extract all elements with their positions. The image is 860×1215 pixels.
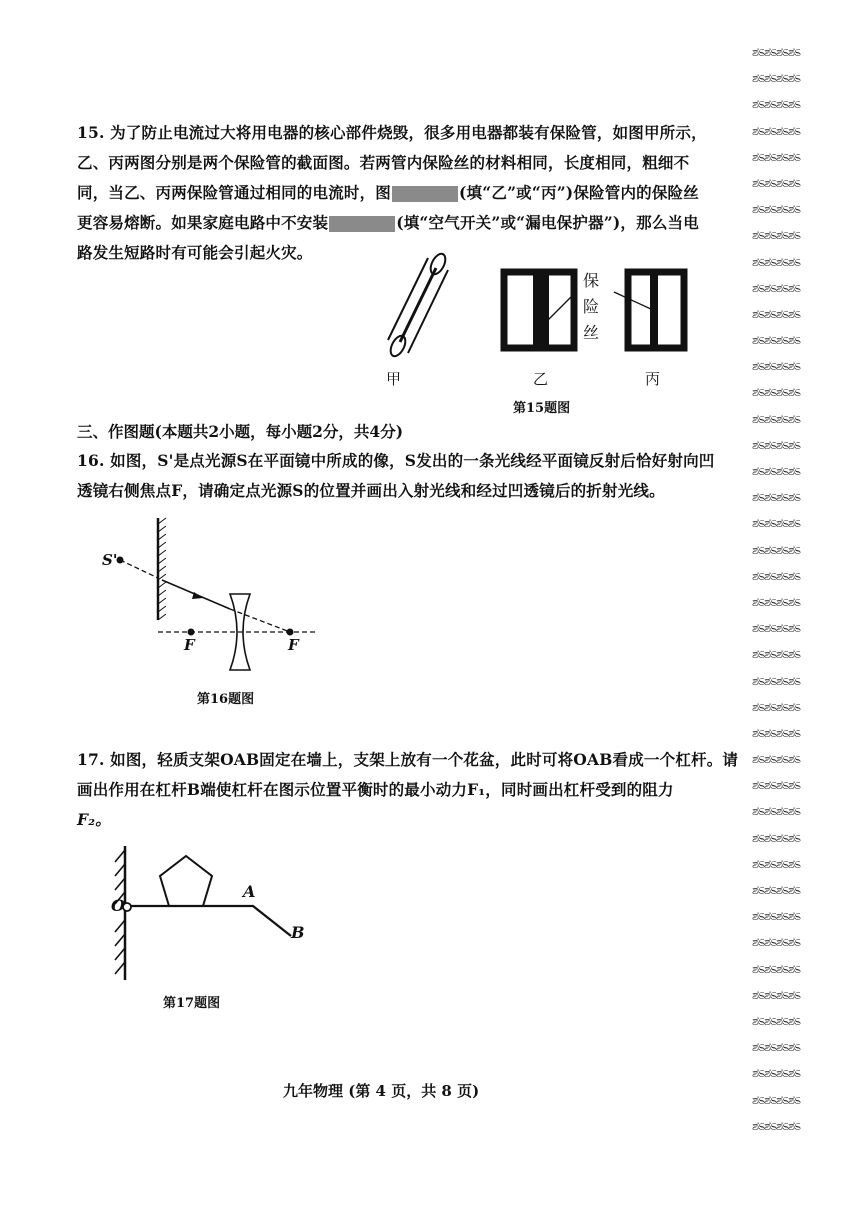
border-pattern-row: ಶಽಶಽಶಽಶಽ <box>752 1118 800 1134</box>
border-pattern-row: ಶಽಶಽಶಽಶಽ <box>752 149 800 165</box>
figure-16 <box>100 510 340 680</box>
border-pattern-row: ಶಽಶಽಶಽಶಽ <box>752 621 800 637</box>
fuse-wire-label-3: 丝 <box>583 323 600 342</box>
border-pattern-row: ಶಽಶಽಶಽಶಽ <box>752 280 800 296</box>
q15-line-3-b: (填“乙”或“丙”)保险管内的保险丝 <box>459 183 699 202</box>
border-pattern-row: ಶಽಶಽಶಽಶಽ <box>752 935 800 951</box>
lever-oab <box>131 906 291 936</box>
focal-point-left <box>188 629 195 636</box>
border-pattern-row: ಶಽಶಽಶಽಶಽ <box>752 1040 800 1056</box>
border-pattern-row: ಶಽಶಽಶಽಶಽ <box>752 542 800 558</box>
caption-fig16: 第16题图 <box>197 692 255 707</box>
border-pattern-row: ಶಽಶಽಶಽಶಽ <box>752 202 800 218</box>
plane-mirror <box>158 518 166 620</box>
q15-line-4 <box>77 208 699 238</box>
q15-line-3 <box>77 178 699 208</box>
fuse-wire-label-1: 保 <box>583 271 600 290</box>
q15-line-5: 路发生短路时有可能会引起火灾。 <box>77 243 313 262</box>
q15-line-4-a: 更容易熔断。如果家庭电路中不安装 <box>77 213 329 232</box>
border-pattern-row: ಶಽಶಽಶಽಶಽ <box>752 804 800 820</box>
border-pattern-row: ಶಽಶಽಶಽಶಽ <box>752 411 800 427</box>
border-pattern-row: ಶಽಶಽಶಽಶಽ <box>752 594 800 610</box>
border-pattern-row: ಶಽಶಽಶಽಶಽ <box>752 568 800 584</box>
q15-line-3-a: 同，当乙、丙两保险管通过相同的电流时，图 <box>77 183 392 202</box>
figure-17 <box>105 840 325 990</box>
border-pattern-row: ಶಽಶಽಶಽಶಽ <box>752 123 800 139</box>
caption-fig17: 第17题图 <box>163 996 221 1011</box>
q17-line-3: F₂。 <box>77 810 111 829</box>
q17-line-1: 17. 如图，轻质支架OAB固定在墙上，支架上放有一个花盆，此时可将OAB看成一个杠杆。请 <box>77 750 739 769</box>
border-pattern-row: ಶಽಶಽಶಽಶಽ <box>752 909 800 925</box>
border-pattern-row: ಶಽಶಽಶಽಶಽ <box>752 254 800 270</box>
focal-point-right <box>287 629 294 636</box>
caption-fig15: 第15题图 <box>513 401 571 416</box>
label-o: O <box>111 896 125 915</box>
border-pattern-row: ಶಽಶಽಶಽಶಽ <box>752 228 800 244</box>
pointer-line-bing <box>614 292 653 310</box>
label-s-prime: S' <box>102 551 118 569</box>
border-pattern-row: ಶಽಶಽಶಽಶಽ <box>752 778 800 794</box>
q15-line-1: 15. 为了防止电流过大将用电器的核心部件烧毁，很多用电器都装有保险管，如图甲所示， <box>77 123 707 142</box>
border-pattern-row: ಶಽಶಽಶಽಶಽ <box>752 333 800 349</box>
answer-blank-2[interactable] <box>329 216 395 232</box>
border-pattern-row: ಶಽಶಽಶಽಶಽ <box>752 883 800 898</box>
label-yi: 乙 <box>533 370 549 388</box>
label-b: B <box>291 923 305 942</box>
label-f-right: F <box>288 636 299 654</box>
cross-section-yi <box>504 272 574 348</box>
border-pattern-row: ಶಽಶಽಶಽಶಽ <box>752 490 800 506</box>
q17-line-2: 画出作用在杠杆B端使杠杆在图示位置平衡时的最小动力F₁，同时画出杠杆受到的阻力 <box>77 780 674 799</box>
border-pattern-row: ಶಽಶಽಶಽಶಽ <box>752 752 800 768</box>
border-pattern-row: ಶಽಶಽಶಽಶಽ <box>752 673 800 689</box>
q15-line-2: 乙、丙两图分别是两个保险管的截面图。若两管内保险丝的材料相同，长度相同，粗细不 <box>77 153 690 172</box>
border-pattern-row: ಶಽಶಽಶಽಶಽ <box>752 306 800 322</box>
border-pattern-row: ಶಽಶಽಶಽಶಽ <box>752 175 800 191</box>
border-pattern-row: ಶಽಶಽಶಽಶಽ <box>752 385 800 401</box>
border-pattern-row: ಶಽಶಽಶಽಶಽ <box>752 71 800 87</box>
border-pattern-row: ಶಽಶಽಶಽಶಽ <box>752 1066 800 1082</box>
flowerpot <box>160 856 212 906</box>
section-3-heading: 三、作图题(本题共2小题，每小题2分，共4分) <box>77 422 404 441</box>
cross-section-bing <box>628 272 684 348</box>
border-pattern-row: ಶಽಶಽಶಽಶಽ <box>752 647 800 663</box>
border-pattern-row: ಶಽಶಽಶಽಶಽ <box>752 437 800 453</box>
border-pattern-row: ಶಽಶಽಶಽಶಽ <box>752 856 800 872</box>
border-pattern-row: ಶಽಶಽಶಽಶಽ <box>752 464 800 479</box>
virtual-ray <box>120 560 158 578</box>
border-pattern-row: ಶಽಶಽಶಽಶಽ <box>752 1013 800 1029</box>
ray-extension <box>230 609 290 632</box>
label-f-left: F <box>184 636 195 654</box>
q15-line-4-b: (填“空气开关”或“漏电保护器”)，那么当电 <box>396 213 699 232</box>
border-pattern-row: ಶಽಶಽಶಽಶಽ <box>752 987 800 1003</box>
answer-blank-1[interactable] <box>392 186 458 202</box>
label-jia: 甲 <box>386 370 402 388</box>
page-footer: 九年物理 (第 4 页，共 8 页) <box>283 1082 480 1100</box>
fuse-wire-label-2: 险 <box>583 297 600 316</box>
label-bing: 丙 <box>645 370 661 388</box>
label-a: A <box>243 882 256 901</box>
border-pattern-row: ಶಽಶಽಶಽಶಽ <box>752 359 800 375</box>
border-pattern-row: ಶಽಶಽಶಽಶಽ <box>752 699 800 715</box>
q16-line-1: 16. 如图，S'是点光源S在平面镜中所成的像，S发出的一条光线经平面镜反射后恰好射向凹 <box>77 451 715 470</box>
fuse-tube-drawing <box>388 251 449 358</box>
q16-line-2: 透镜右侧焦点F，请确定点光源S的位置并画出入射光线和经过凹透镜后的折射光线。 <box>77 481 665 500</box>
border-pattern-row: ಶಽಶಽಶಽಶಽ <box>752 725 800 741</box>
border-pattern-row: ಶಽಶಽಶಽಶಽ <box>752 45 800 60</box>
border-pattern-row: ಶಽಶಽಶಽಶಽ <box>752 516 800 532</box>
border-pattern-row: ಶಽಶಽಶಽಶಽ <box>752 830 800 846</box>
decorative-border <box>752 40 842 1140</box>
border-pattern-row: ಶಽಶಽಶಽಶಽ <box>752 97 800 113</box>
border-pattern-row: ಶಽಶಽಶಽಶಽ <box>752 1092 800 1108</box>
border-pattern-row: ಶಽಶಽಶಽಶಽ <box>752 961 800 977</box>
